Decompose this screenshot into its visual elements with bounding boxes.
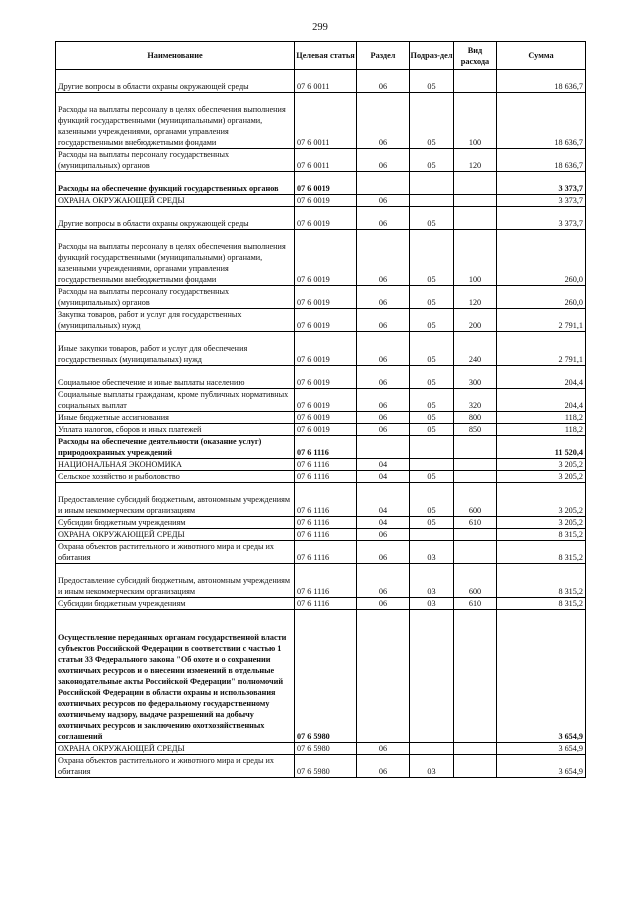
- cell-exp-type: 600: [454, 483, 497, 517]
- cell-exp-type: [454, 610, 497, 743]
- cell-subsection: [410, 529, 454, 541]
- table-row: [56, 149, 586, 172]
- cell-section: 04: [357, 517, 410, 529]
- header-subsection: Подраз-дел: [410, 42, 454, 70]
- cell-sum: 3 205,2: [497, 471, 586, 483]
- table-row: [56, 366, 586, 389]
- cell-subsection: 05: [410, 366, 454, 389]
- cell-subsection: 05: [410, 517, 454, 529]
- table-row: [56, 207, 586, 230]
- cell-name: НАЦИОНАЛЬНАЯ ЭКОНОМИКА: [56, 459, 295, 471]
- cell-exp-type: [454, 195, 497, 207]
- cell-code: 07 6 0019: [295, 207, 357, 230]
- cell-subsection: 03: [410, 598, 454, 610]
- cell-exp-type: [454, 471, 497, 483]
- cell-exp-type: [454, 743, 497, 755]
- cell-exp-type: [454, 70, 497, 93]
- cell-name: Охрана объектов растительного и животного мира и среды их обитания: [56, 755, 295, 778]
- cell-sum: 3 654,9: [497, 743, 586, 755]
- cell-section: 06: [357, 286, 410, 309]
- cell-section: 06: [357, 424, 410, 436]
- cell-subsection: 05: [410, 70, 454, 93]
- cell-section: 06: [357, 332, 410, 366]
- cell-sum: 2 791,1: [497, 332, 586, 366]
- cell-section: 06: [357, 149, 410, 172]
- cell-exp-type: 100: [454, 230, 497, 286]
- cell-exp-type: [454, 541, 497, 564]
- cell-section: 04: [357, 483, 410, 517]
- cell-sum: 3 654,9: [497, 610, 586, 743]
- page-number: 299: [312, 22, 328, 33]
- cell-sum: 118,2: [497, 424, 586, 436]
- cell-name: Осуществление переданных органам государственной власти субъектов Российской Федерации в соответствии с частью 1 статьи 33 Федерального закона "Об охоте и о сохранении охотничьих ресурсов и о внесении изменений в отдельные законодательные акты Российской Федерации" полномочий Российской Федерации в области охраны и использования охотничьих ресурсов по федеральному государственному охотничьему надзору, выдаче разрешений на добычу охотничьих ресурсов и заключению охотхозяйственных соглашений: [56, 610, 295, 743]
- cell-subsection: 05: [410, 230, 454, 286]
- cell-sum: 8 315,2: [497, 564, 586, 598]
- cell-exp-type: 610: [454, 517, 497, 529]
- cell-exp-type: 800: [454, 412, 497, 424]
- cell-name: Предоставление субсидий бюджетным, автономным учреждениям и иным некоммерческим организациям: [56, 483, 295, 517]
- cell-name: Расходы на выплаты персоналу государственных (муниципальных) органов: [56, 149, 295, 172]
- cell-sum: 204,4: [497, 389, 586, 412]
- cell-section: 04: [357, 471, 410, 483]
- header-sum: Сумма: [497, 42, 586, 70]
- header-exp-type: Вид расхода: [454, 42, 497, 70]
- cell-name: Другие вопросы в области охраны окружающей среды: [56, 70, 295, 93]
- cell-name: ОХРАНА ОКРУЖАЮЩЕЙ СРЕДЫ: [56, 529, 295, 541]
- cell-code: 07 6 1116: [295, 541, 357, 564]
- cell-code: 07 6 0019: [295, 286, 357, 309]
- cell-sum: 3 373,7: [497, 195, 586, 207]
- cell-exp-type: [454, 529, 497, 541]
- table-row: [56, 517, 586, 529]
- budget-table: [55, 41, 586, 778]
- table-row: [56, 412, 586, 424]
- cell-exp-type: 300: [454, 366, 497, 389]
- cell-name: Расходы на выплаты персоналу в целях обеспечения выполнения функций государственными (муниципальными) органами, казенными учреждениями, органами управления государственными внебюджетными фондами: [56, 93, 295, 149]
- cell-section: 06: [357, 541, 410, 564]
- cell-subsection: [410, 743, 454, 755]
- cell-exp-type: [454, 459, 497, 471]
- cell-sum: 8 315,2: [497, 529, 586, 541]
- cell-code: 07 6 0011: [295, 93, 357, 149]
- cell-code: 07 6 0019: [295, 389, 357, 412]
- cell-code: 07 6 1116: [295, 529, 357, 541]
- cell-sum: 118,2: [497, 412, 586, 424]
- table-row: [56, 230, 586, 286]
- cell-code: 07 6 0019: [295, 332, 357, 366]
- cell-name: Иные бюджетные ассигнования: [56, 412, 295, 424]
- table-row: [56, 598, 586, 610]
- cell-sum: 204,4: [497, 366, 586, 389]
- cell-subsection: [410, 610, 454, 743]
- cell-subsection: 05: [410, 149, 454, 172]
- cell-section: 06: [357, 366, 410, 389]
- cell-section: 06: [357, 70, 410, 93]
- table-row: [56, 436, 586, 459]
- cell-exp-type: [454, 755, 497, 778]
- cell-name: Предоставление субсидий бюджетным, автономным учреждениям и иным некоммерческим организациям: [56, 564, 295, 598]
- cell-name: Другие вопросы в области охраны окружающей среды: [56, 207, 295, 230]
- cell-subsection: 05: [410, 471, 454, 483]
- cell-section: 06: [357, 755, 410, 778]
- cell-subsection: 05: [410, 93, 454, 149]
- table-row: [56, 389, 586, 412]
- header-code: Целевая статья: [295, 42, 357, 70]
- cell-section: 06: [357, 230, 410, 286]
- table-row: [56, 172, 586, 195]
- cell-code: 07 6 5980: [295, 755, 357, 778]
- table-row: [56, 610, 586, 743]
- cell-sum: 3 205,2: [497, 517, 586, 529]
- cell-sum: 260,0: [497, 230, 586, 286]
- cell-section: 06: [357, 207, 410, 230]
- cell-sum: 3 205,2: [497, 459, 586, 471]
- cell-section: 06: [357, 529, 410, 541]
- cell-exp-type: 240: [454, 332, 497, 366]
- cell-exp-type: [454, 436, 497, 459]
- cell-sum: 8 315,2: [497, 598, 586, 610]
- cell-name: Сельское хозяйство и рыболовство: [56, 471, 295, 483]
- cell-sum: 260,0: [497, 286, 586, 309]
- cell-subsection: [410, 459, 454, 471]
- table-row: [56, 286, 586, 309]
- cell-section: 04: [357, 459, 410, 471]
- cell-subsection: [410, 195, 454, 207]
- cell-section: 06: [357, 389, 410, 412]
- cell-subsection: 05: [410, 389, 454, 412]
- cell-code: 07 6 0019: [295, 172, 357, 195]
- cell-sum: 18 636,7: [497, 93, 586, 149]
- cell-exp-type: [454, 207, 497, 230]
- table-row: [56, 755, 586, 778]
- cell-code: 07 6 0019: [295, 230, 357, 286]
- cell-code: 07 6 0019: [295, 412, 357, 424]
- cell-code: 07 6 1116: [295, 436, 357, 459]
- table-row: [56, 309, 586, 332]
- cell-name: Субсидии бюджетным учреждениям: [56, 517, 295, 529]
- cell-sum: 8 315,2: [497, 541, 586, 564]
- cell-name: Социальные выплаты гражданам, кроме публичных нормативных социальных выплат: [56, 389, 295, 412]
- table-row: [56, 471, 586, 483]
- table-row: [56, 529, 586, 541]
- cell-exp-type: [454, 172, 497, 195]
- cell-code: 07 6 0019: [295, 424, 357, 436]
- table-row: [56, 564, 586, 598]
- cell-section: 06: [357, 93, 410, 149]
- cell-code: 07 6 0019: [295, 195, 357, 207]
- table-body: [56, 70, 586, 778]
- cell-subsection: 03: [410, 564, 454, 598]
- cell-code: 07 6 0011: [295, 70, 357, 93]
- cell-subsection: [410, 172, 454, 195]
- cell-subsection: 05: [410, 309, 454, 332]
- header-name: Наименование: [56, 42, 295, 70]
- cell-section: [357, 172, 410, 195]
- cell-subsection: 05: [410, 207, 454, 230]
- table-row: [56, 424, 586, 436]
- cell-sum: 2 791,1: [497, 309, 586, 332]
- cell-name: Уплата налогов, сборов и иных платежей: [56, 424, 295, 436]
- cell-exp-type: 850: [454, 424, 497, 436]
- table-row: [56, 743, 586, 755]
- table-row: [56, 332, 586, 366]
- cell-name: Расходы на выплаты персоналу в целях обеспечения выполнения функций государственными (муниципальными) органами, казенными учреждениями, органами управления государственными внебюджетными фондами: [56, 230, 295, 286]
- cell-subsection: 05: [410, 332, 454, 366]
- table-row: [56, 195, 586, 207]
- cell-name: Расходы на обеспечение деятельности (оказание услуг) природоохранных учреждений: [56, 436, 295, 459]
- cell-subsection: 03: [410, 755, 454, 778]
- cell-section: 06: [357, 564, 410, 598]
- cell-sum: 3 373,7: [497, 207, 586, 230]
- cell-sum: 18 636,7: [497, 70, 586, 93]
- table-row: [56, 70, 586, 93]
- cell-code: 07 6 1116: [295, 598, 357, 610]
- cell-code: 07 6 1116: [295, 517, 357, 529]
- cell-code: 07 6 0011: [295, 149, 357, 172]
- cell-exp-type: 200: [454, 309, 497, 332]
- cell-code: 07 6 0019: [295, 309, 357, 332]
- cell-subsection: 05: [410, 424, 454, 436]
- cell-exp-type: 600: [454, 564, 497, 598]
- header-section: Раздел: [357, 42, 410, 70]
- cell-code: 07 6 1116: [295, 564, 357, 598]
- cell-sum: 11 520,4: [497, 436, 586, 459]
- cell-code: 07 6 0019: [295, 366, 357, 389]
- cell-code: 07 6 1116: [295, 471, 357, 483]
- table-row: [56, 459, 586, 471]
- cell-section: [357, 610, 410, 743]
- cell-section: 06: [357, 743, 410, 755]
- cell-name: Социальное обеспечение и иные выплаты населению: [56, 366, 295, 389]
- cell-subsection: 03: [410, 541, 454, 564]
- cell-section: 06: [357, 195, 410, 207]
- cell-exp-type: 610: [454, 598, 497, 610]
- cell-subsection: 05: [410, 483, 454, 517]
- cell-exp-type: 120: [454, 286, 497, 309]
- cell-subsection: [410, 436, 454, 459]
- cell-code: 07 6 5980: [295, 743, 357, 755]
- cell-exp-type: 320: [454, 389, 497, 412]
- cell-name: Закупка товаров, работ и услуг для государственных (муниципальных) нужд: [56, 309, 295, 332]
- table-row: [56, 483, 586, 517]
- cell-sum: 18 636,7: [497, 149, 586, 172]
- cell-name: Субсидии бюджетным учреждениям: [56, 598, 295, 610]
- cell-sum: 3 205,2: [497, 483, 586, 517]
- cell-code: 07 6 1116: [295, 459, 357, 471]
- cell-name: Охрана объектов растительного и животного мира и среды их обитания: [56, 541, 295, 564]
- cell-section: 06: [357, 309, 410, 332]
- cell-name: Расходы на выплаты персоналу государственных (муниципальных) органов: [56, 286, 295, 309]
- cell-code: 07 6 5980: [295, 610, 357, 743]
- cell-sum: 3 654,9: [497, 755, 586, 778]
- header-row: [56, 42, 586, 70]
- cell-name: ОХРАНА ОКРУЖАЮЩЕЙ СРЕДЫ: [56, 195, 295, 207]
- table-row: [56, 541, 586, 564]
- cell-section: 06: [357, 412, 410, 424]
- cell-exp-type: 100: [454, 93, 497, 149]
- cell-subsection: 05: [410, 286, 454, 309]
- cell-subsection: 05: [410, 412, 454, 424]
- cell-code: 07 6 1116: [295, 483, 357, 517]
- cell-name: Иные закупки товаров, работ и услуг для обеспечения государственных (муниципальных) нужд: [56, 332, 295, 366]
- cell-sum: 3 373,7: [497, 172, 586, 195]
- table-row: [56, 93, 586, 149]
- cell-section: 06: [357, 598, 410, 610]
- cell-name: ОХРАНА ОКРУЖАЮЩЕЙ СРЕДЫ: [56, 743, 295, 755]
- cell-exp-type: 120: [454, 149, 497, 172]
- cell-name: Расходы на обеспечение функций государственных органов: [56, 172, 295, 195]
- cell-section: [357, 436, 410, 459]
